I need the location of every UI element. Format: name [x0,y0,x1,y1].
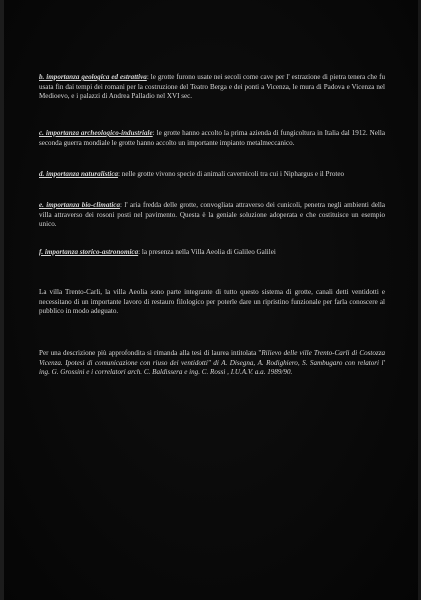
section-text: : le grotte hanno accolto la prima azienda di fungicoltura in Italia dal 1912. Nella seconda guerra mondiale le grotte hanno accolto un importante impianto metalmeccanico. [39,129,386,147]
section-heading: d. importanza naturalistica [39,170,119,178]
section-paragraph [39,73,385,102]
section-paragraph [39,129,385,148]
reference-paragraph [39,349,385,378]
section-paragraph [39,201,385,230]
section-archeologico [39,129,385,148]
section-text: : la presenza nella Villa Aeolia di Galileo Galilei [138,248,276,256]
section-paragraph [39,248,385,258]
section-storico-astronomica [39,248,385,258]
reference-text [39,349,385,378]
page-left-edge [0,0,4,600]
reference-citation: Rilievo delle ville Trento-Carli di Costozza Vicenza. Ipotesi di comunicazione con riuso dei ventidotti" di A. Disegna, A. Rodighiero, S. Sambugaro con relatori l' ing. G. Grossini e i correlatori arch. C. Baldissera e ing. C. Rossi , I.U.A.V. a.a. 1989/90. [39,349,385,377]
section-heading: b. importanza geologica ed estrattiva [39,73,147,81]
villa-paragraph [39,288,385,317]
reference-intro: Per una descrizione più approfondita si rimanda alla tesi di laurea intitolata " [39,349,262,357]
section-paragraph [39,170,385,180]
villa-text: La villa Trento-Carli, la villa Aeolia sono parte integrante di tutto questo sistema di grotte, canali detti ventidotti e necessitano di un importante lavoro di restauro filologico per poterle dare un ripristino funzionale per farla conoscere al pubblico in modo adeguato. [39,288,385,316]
section-geologica [39,73,385,102]
section-text: : nelle grotte vivono specie di animali cavernicoli tra cui i Niphargus e il Proteo [118,170,345,178]
section-text: : l' aria fredda delle grotte, convogliata attraverso dei cunicoli, penetra negli ambienti della villa attraverso dei rosoni posti nel pavimento. Questa è la geniale soluzione adoperata e che costituisce un esempio unico. [39,201,385,229]
section-naturalistica [39,170,385,180]
section-text: : le grotte furono usate nei secoli come cave per l' estrazione di pietra tenera che fu usata fin dai tempi dei romani per la costruzione del Teatro Berga e dei ponti a Vicenza, le mura di Padova e Vicenza nel Medioevo, e i palazzi di Andrea Palladio nel XVI sec. [39,73,385,101]
section-heading: e. importanza bio-climatica [39,201,121,209]
section-heading: f. importanza storico-astronomica [39,248,139,256]
section-bioclimatica [39,201,385,230]
section-heading: c. importanza archeologico-industriale [39,129,153,137]
